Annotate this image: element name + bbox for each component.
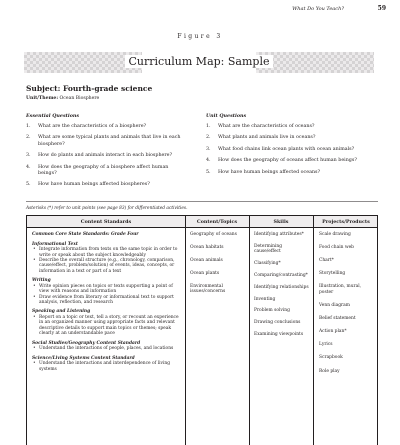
- bullet-icon: •: [33, 346, 36, 352]
- item-number: 2.: [26, 135, 31, 141]
- standard-bullet: [32, 295, 182, 306]
- column-divider: [249, 216, 250, 445]
- unit-questions-list: [206, 124, 376, 176]
- item-number: 3.: [206, 146, 211, 152]
- standard-bullet: [32, 361, 182, 372]
- list-item: [206, 147, 376, 153]
- product-item: Storytelling: [319, 271, 346, 277]
- asterisk-note: Asterisks (*) refer to unit points (see page 83) for differentiated activities.: [26, 206, 188, 211]
- list-item: [206, 124, 376, 130]
- subject-line: Subject: Fourth-grade science: [26, 84, 153, 93]
- standard-heading: Writing: [32, 278, 51, 284]
- standard-bullet: [32, 315, 182, 337]
- standard-text: Write opinion pieces on topics or texts supporting a point of view with reasons and information: [39, 283, 173, 295]
- standard-bullet: [32, 284, 182, 295]
- title-banner: [24, 52, 374, 73]
- content-standards-cell: [32, 232, 182, 376]
- standard-heading: Common Core State Standards: Grade Four: [32, 232, 139, 237]
- list-item: [26, 153, 186, 159]
- topic-item: Ocean habitats: [190, 244, 224, 250]
- bullet-icon: •: [33, 258, 36, 263]
- list-item: [26, 165, 186, 178]
- standard-text: Report on a topic or text, tell a story, or recount an experience in an organized manner using appropriate facts and relevant descriptive details to support main topics or themes; speak clearly at an understandable pace: [39, 315, 179, 337]
- list-item: [206, 158, 376, 164]
- list-item: [26, 182, 186, 188]
- page-number: 59: [377, 5, 386, 12]
- standard-bullet: [32, 346, 182, 351]
- bullet-icon: •: [33, 294, 36, 300]
- column-header-content-topics: Content/Topics: [196, 219, 238, 225]
- page-title: Curriculum Map: Sample: [125, 55, 274, 68]
- unit-theme-value: Ocean Biosphere: [59, 96, 100, 101]
- skill-item: Drawing conclusions: [254, 320, 301, 326]
- standard-text: Draw evidence from literary or informational text to support analysis, reflection, and research: [39, 294, 174, 306]
- bullet-icon: •: [33, 283, 36, 289]
- essential-questions-list: [26, 124, 186, 189]
- column-divider: [313, 216, 314, 445]
- skill-item: Determining cause/effect: [254, 243, 283, 255]
- figure-label: Figure 3: [177, 33, 223, 40]
- item-text: What food chains link ocean plants with ocean animals?: [218, 146, 355, 152]
- item-number: 1.: [206, 124, 211, 129]
- product-item: Scale drawing: [319, 232, 351, 237]
- column-header-content-standards: Content Standards: [80, 219, 132, 225]
- skill-item: Problem solving: [254, 308, 290, 314]
- standard-heading: Informational Text: [32, 241, 78, 247]
- list-item: [26, 135, 186, 148]
- essential-questions-heading: Essential Questions: [26, 113, 80, 119]
- skill-item: Examining viewpoints: [254, 331, 304, 337]
- item-text: How does the geography of oceans affect human beings?: [218, 158, 357, 164]
- topic-item: Environmental issues/concerns: [190, 283, 226, 295]
- skill-item: Identifying relationships: [254, 284, 309, 290]
- topic-item: Ocean plants: [190, 270, 220, 276]
- item-text: What are the characteristics of oceans?: [218, 124, 315, 129]
- list-item: [26, 124, 186, 130]
- standard-heading: Social Studies/Geography Content Standard: [32, 340, 141, 346]
- content-topics-cell: [190, 232, 242, 302]
- standard-text: Integrate information from texts on the same topic in order to write or speak about the subject knowledgeably: [39, 247, 178, 258]
- bullet-icon: •: [33, 361, 36, 367]
- list-item: [206, 135, 376, 141]
- unit-theme-line: [26, 96, 99, 101]
- running-head: [0, 6, 400, 15]
- standard-heading: Science/Living Systems Content Standard: [32, 355, 135, 361]
- item-text: How have human beings affected oceans?: [218, 169, 321, 175]
- table-header-row: [27, 216, 377, 228]
- divider: [26, 201, 378, 202]
- product-item: Belief statement: [319, 316, 356, 322]
- product-item: Scrapbook: [319, 355, 343, 361]
- item-text: How have human beings affected biospheres?: [38, 182, 150, 188]
- item-text: What plants and animals live in oceans?: [218, 135, 316, 141]
- standard-heading: Speaking and Listening: [32, 309, 91, 315]
- item-number: 1.: [26, 124, 31, 129]
- item-text: How does the geography of a biosphere affect human beings?: [38, 164, 169, 177]
- item-number: 5.: [26, 182, 31, 188]
- column-divider: [185, 216, 186, 445]
- projects-products-cell: [319, 232, 375, 382]
- item-text: What are some typical plants and animals that live in each biosphere?: [38, 135, 181, 147]
- item-number: 5.: [206, 169, 211, 175]
- essential-questions: [26, 113, 186, 194]
- product-item: Action plan*: [319, 329, 347, 335]
- bullet-icon: •: [33, 247, 36, 253]
- standard-block: [32, 356, 182, 372]
- unit-questions: [206, 113, 376, 181]
- topic-item: Geography of oceans: [190, 232, 237, 237]
- skill-item: Comparing/contrasting*: [254, 272, 308, 278]
- product-item: Role play: [319, 368, 340, 374]
- item-number: 2.: [206, 135, 211, 141]
- standard-block: [32, 309, 182, 336]
- standard-text: Understand the interactions of people, places, and locations: [39, 346, 174, 352]
- standard-block: [32, 232, 182, 238]
- standard-bullet: [32, 258, 182, 274]
- skill-item: Inventing: [254, 296, 276, 302]
- skill-item: Classifying*: [254, 261, 281, 267]
- item-number: 4.: [26, 164, 31, 170]
- product-item: Food chain web: [319, 245, 354, 251]
- skills-cell: [254, 232, 309, 344]
- standard-text: Understand the interactions and interdependence of living systems: [39, 361, 171, 372]
- list-item: [206, 170, 376, 176]
- unit-questions-heading: Unit Questions: [206, 113, 247, 119]
- item-text: What are the characteristics of a biosphere?: [38, 124, 147, 129]
- product-item: Venn diagram: [319, 303, 350, 309]
- column-header-skills: Skills: [273, 219, 289, 225]
- standard-block: [32, 341, 182, 352]
- curriculum-table: [26, 215, 378, 445]
- item-number: 3.: [26, 153, 31, 159]
- standard-bullet: [32, 247, 182, 258]
- product-item: Illustration, mural, poster: [319, 284, 362, 295]
- standard-block: [32, 242, 182, 275]
- item-number: 4.: [206, 158, 211, 164]
- unit-theme-label: Unit/Theme:: [26, 96, 59, 101]
- skill-item: Identifying attributes*: [254, 232, 304, 237]
- topic-item: Ocean animals: [190, 257, 223, 263]
- bullet-icon: •: [33, 315, 36, 321]
- product-item: Chart*: [319, 258, 334, 264]
- running-head-title: What Do You Teach?: [292, 6, 344, 12]
- item-text: How do plants and animals interact in each biosphere?: [38, 153, 173, 159]
- standard-block: [32, 278, 182, 305]
- column-header-projects-products: Projects/Products: [322, 219, 370, 225]
- product-item: Lyrics: [319, 342, 333, 348]
- standard-text: Describe the overall structure (e.g., chronology, comparison, cause/effect, problem/solution) of events, ideas, concepts, or information in a text or part of a text: [39, 258, 175, 274]
